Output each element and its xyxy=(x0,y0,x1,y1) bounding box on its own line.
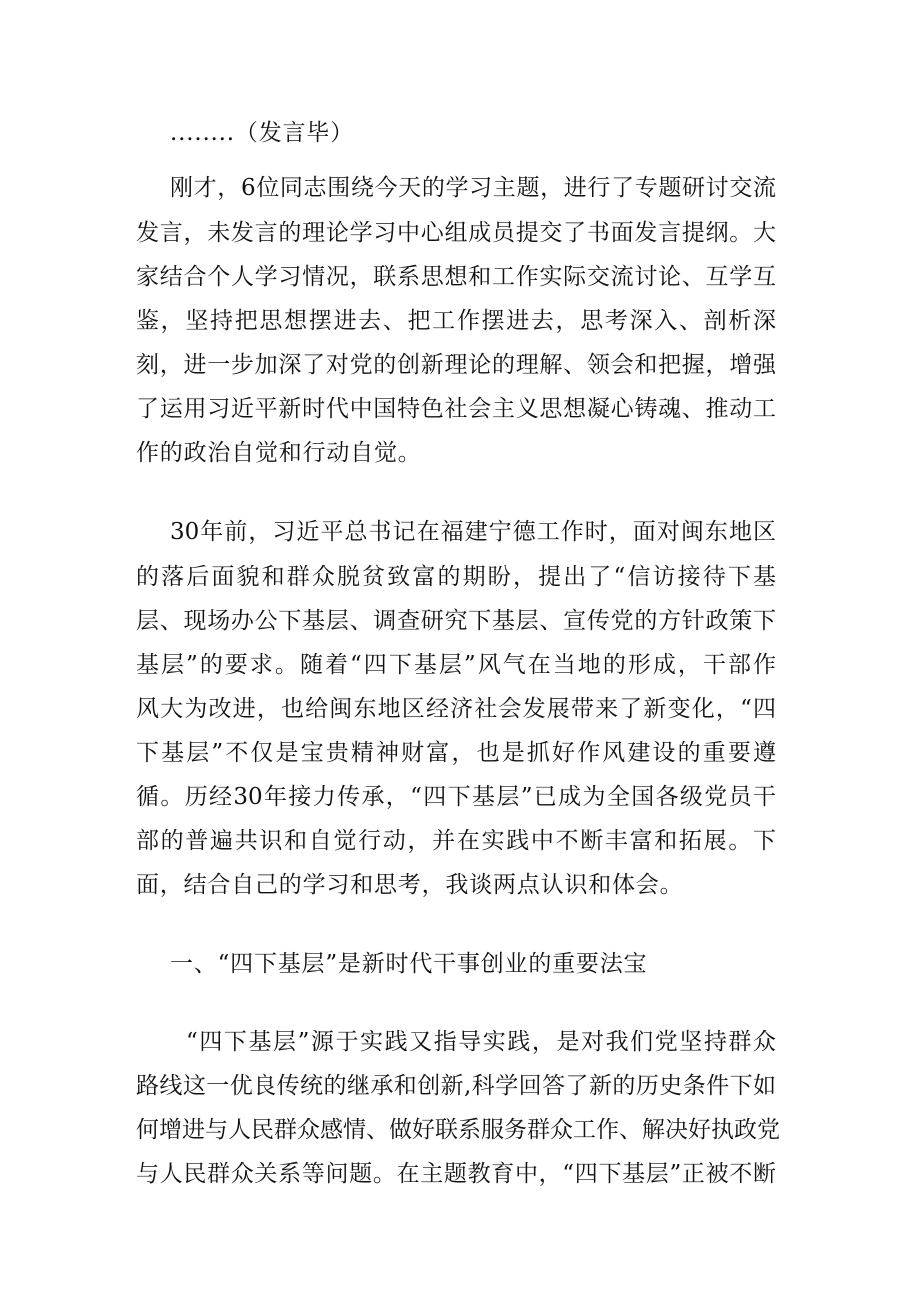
paragraph-2-line-8: 部的普遍共识和自觉行动，并在实践中不断丰富和拓展。下 xyxy=(136,828,776,854)
paragraph-1-line-4: 鉴，坚持把思想摆进去、把工作摆进去，思考深入、剖析深 xyxy=(136,308,776,334)
paragraph-2-line-2: 的落后面貌和群众脱贫致富的期盼，提出了“信访接待下基 xyxy=(136,564,776,590)
paragraph-2-line-5: 风大为改进，也给闽东地区经济社会发展带来了新变化，“四 xyxy=(136,696,776,722)
paragraph-2-line-4: 基层”的要求。随着“四下基层”风气在当地的形成，干部作 xyxy=(136,652,776,678)
paragraph-1-line-1: 刚才，6位同志围绕今天的学习主题，进行了专题研讨交流 xyxy=(170,175,776,201)
paragraph-1-line-5: 刻，进一步加深了对党的创新理论的理解、领会和把握，增强 xyxy=(136,352,776,378)
section-heading-1: 一、“四下基层”是新时代干事创业的重要法宝 xyxy=(170,951,648,977)
paragraph-2-line-9: 面，结合自己的学习和思考，我谈两点认识和体会。 xyxy=(136,872,684,898)
paragraph-3-line-3: 何增进与人民群众感情、做好联系服务群众工作、解决好执政党 xyxy=(136,1117,780,1143)
paragraph-3-line-1: “四下基层”源于实践又指导实践，是对我们党坚持群众 xyxy=(186,1029,776,1055)
paragraph-1-line-6: 了运用习近平新时代中国特色社会主义思想凝心铸魂、推动工 xyxy=(136,396,776,422)
paragraph-1-line-2: 发言，未发言的理论学习中心组成员提交了书面发言提纲。大 xyxy=(136,220,776,246)
paragraph-3-line-4: 与人民群众关系等问题。在主题教育中，“四下基层”正被不断 xyxy=(136,1161,776,1187)
paragraph-1-line-3: 家结合个人学习情况，联系思想和工作实际交流讨论、互学互 xyxy=(136,264,776,290)
paragraph-2-line-6: 下基层”不仅是宝贵精神财富，也是抓好作风建设的重要遵 xyxy=(136,740,776,766)
paragraph-2-line-3: 层、现场办公下基层、调查研究下基层、宣传党的方针政策下 xyxy=(136,608,776,634)
paragraph-3-line-2: 路线这一优良传统的继承和创新,科学回答了新的历史条件下如 xyxy=(136,1073,776,1099)
paragraph-2-line-7: 循。历经30年接力传承，“四下基层”已成为全国各级党员干 xyxy=(136,784,776,810)
paragraph-2-line-1: 30年前，习近平总书记在福建宁德工作时，面对闽东地区 xyxy=(170,519,776,545)
closing-mark: ........（发言毕） xyxy=(170,120,354,146)
paragraph-1-line-7: 作的政治自觉和行动自觉。 xyxy=(136,440,422,466)
